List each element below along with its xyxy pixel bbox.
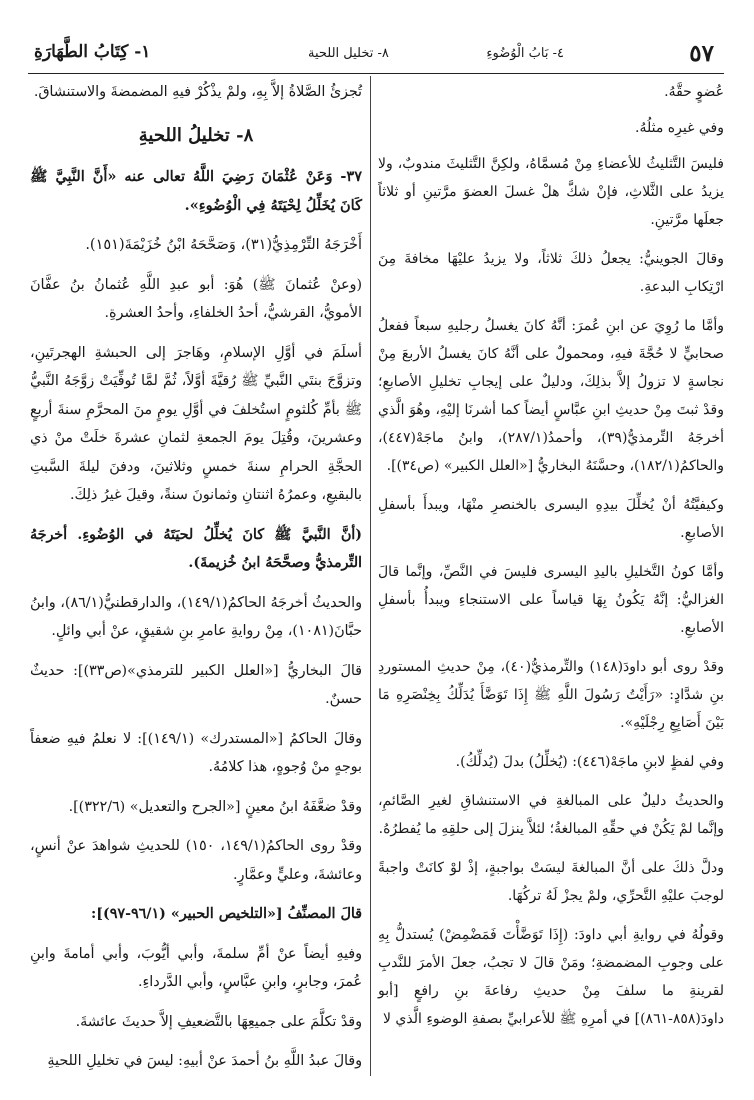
- section-title: ٨- تخليلُ اللحيةِ: [138, 124, 254, 146]
- paragraph: عُضوٍ حقَّهُ.: [664, 84, 724, 100]
- header-rule: [28, 73, 724, 74]
- paragraph: وقالَ الجوينيُّ: يجعلُ ذلكَ ثلاثاً، ولا يزيدُ عليْهَا مخافةَ مِنَ ارْتِكابِ البدعةِ.: [378, 251, 724, 295]
- paragraph: وفيهِ أيضاً عنْ أمِّ سلمةَ، وأبي أيُّوبَ، وأبي أمامةَ وابنِ عُمرَ، وجابرٍ، وابنِ عبَّاسٍ، وأبي الدَّرداءِ.: [30, 945, 362, 990]
- paragraph: والحديثُ أخرجَهُ الحاكمُ(١٤٩/١)، والدارقطنيُّ(٨٦/١)، وابنُ حبَّانَ(١٠٨١)، مِنْ روايةِ عامرِ بنِ شقيقٍ، عنْ أبي وائلٍ.: [30, 594, 362, 639]
- paragraph: وأمَّا ما رُوِيَ عن ابنِ عُمرَ: أنَّهُ كانَ يغسلُ رجليهِ سبعاً ففعلُ صحابيٍّ لا حُجَّةَ فيهِ، ومحمولٌ على أنَّهُ كانَ يغسلُ الأربعَ مِنْ نجاسةٍ لا تزولُ إلاَّ بذلِكَ، ودليلٌ على إيجابِ تخليلِ الأصابعِ؛ وقدْ ثبتَ مِنْ حديثِ ابنِ عبَّاسٍ أيضاً كما أشرنَا إليْهِ، وهُوَ الَّذي أخرجَهُ التِّرمذيُّ(٣٩)، وأحمدُ(٢٨٧/١)، وابنُ ماجَهْ(٤٤٧)، والحاكمُ(١٨٢/١)، وحسَّنَهُ البخاريُّ [«العلل الكبير» (ص٣٤)].: [378, 318, 724, 474]
- paragraph: وقدْ ضعَّفَهُ ابنُ معينٍ [«الجرح والتعديل» (٣٢٢/٦)].: [68, 798, 362, 815]
- paragraph: أسلَمَ في أوَّلِ الإسلامِ، وهَاجرَ إلى الحبشةِ الهجرتَينِ، وتزوَّجَ بنتَي النَّبيِّ ﷺ رُقيَّةَ أوَّلاً، ثُمَّ لمَّا تُوفِّيَتْ زوَّجَهُ النَّبيُّ ﷺ بأمِّ كُلثومٍ استُخلفَ في أوَّلِ يومٍ منَ المحرَّمِ سنةَ أربعٍ وعشرينَ، وقُتِلَ يومَ الجمعةِ لثمانِ عشرةَ خلَتْ منْ ذي الحجَّةِ الحرامِ سنةَ خمسٍ وثلاثينَ، ودفنَ ليلةَ السَّبتِ بالبقيعِ، وعمرُهُ اثنتانِ وثمانونَ سنةً، وقيلَ غيرُ ذلِكَ.: [30, 344, 362, 503]
- paragraph: قالَ البخاريُّ [«العلل الكبير للترمذي»(ص٣٣)]: حديثٌ حسنٌ.: [30, 662, 362, 707]
- paragraph: وفي لفظٍ لابنِ ماجَهْ(٤٤٦): (يُخلِّلُ) بدلَ (يُدلِّكُ).: [455, 754, 724, 770]
- paragraph: وقالَ عبدُ اللَّهِ بنُ أحمدَ عنْ أبيهِ: ليسَ في تخليلِ اللحيةِ: [47, 1053, 362, 1069]
- paragraph: والحديثُ دليلٌ على المبالغةِ في الاستنشاقِ لغيرِ الصَّائمِ، وإنَّما لمْ يَكُنْ في حقِّهِ المبالغةُ؛ لئلاَّ ينزلَ إلى حلقِهِ ما يُفطرُهُ.: [378, 793, 724, 837]
- paragraph: وقدْ تكلَّمَ على جميعِهَا بالتَّضعيفِ إلاَّ حديثَ عائشةَ.: [75, 1013, 362, 1030]
- page-number: ٥٧: [689, 40, 714, 67]
- paragraph: وقدْ روى الحاكمُ(١٤٩/١، ١٥٠) للحديثِ شواهدَ عنْ أنسٍ، وعائشةَ، وعليٍّ وعمَّارٍ.: [30, 838, 362, 883]
- paragraph: تُجزئُ الصَّلاةُ إلاَّ بِهِ، ولمْ يذْكُرْ فيهِ المضمضةَ والاستنشاقَ.: [33, 84, 362, 100]
- left-column: [30, 78, 362, 1087]
- paragraph: فليسَ التَّثليثُ للأعضاءِ مِنْ مُسمَّاهُ، ولكِنَّ التَّثليثَ مندوبٌ، ولا يزيدُ على الثَّلاثِ، فإنْ شكَّ هلْ غسلَ العضوَ مرَّتينِ أو ثلاثاً جعلَها مرَّتينِ.: [378, 156, 724, 228]
- column-divider: [370, 76, 371, 1076]
- paragraph: وقولُهُ في روايةِ أبي داودَ: (إِذَا تَوَضَّأْتَ فَمَضْمِضْ) يُستدلُّ بِهِ على وجوبِ المضمضةِ؛ ومَنْ قالَ لا تجبُ، جعلَ الأمرَ للنَّدبِ لقرينةِ ما سلفَ مِنْ حديثِ رفاعةَ بنِ رافعٍ [أبو داودَ(٨٥٨-٨٦١)] في أمرِهِ ﷺ للأعرابيِّ بصفةِ الوضوءِ الَّذي لا: [378, 927, 724, 1027]
- paragraph: وفي غيرِه مثلُهُ.: [635, 120, 724, 136]
- right-column: [378, 78, 724, 1044]
- paragraph: وقالَ الحاكمُ [«المستدرك» (١٤٩/١)]: لا نعلمُ فيهِ ضعفاً بوجهٍ منْ وُجوهٍ، هذا كلامُهُ.: [30, 730, 362, 775]
- paragraph: وقدْ روى أبو داودَ(١٤٨) والتِّرمذيُّ(٤٠)، مِنْ حديثِ المستوردِ بنِ شدَّادٍ: «رَأَيْتُ رَسُولَ اللَّهِ ﷺ إِذَا تَوَضَّأَ يُدَلِّكُ بِخِنْصَرِهِ مَا بَيْنَ أَصَابِعِ رِجْلَيْهِ».: [378, 659, 725, 731]
- paragraph: ودلَّ ذلكَ على أنَّ المبالغةَ ليسَتْ بواجبةٍ، إذْ لوْ كانَتْ واجبةً لوجبَ عليْهِ التَّحرِّي، ولمْ يجزْ لَهُ تركُهَا.: [378, 860, 724, 904]
- paragraph: قالَ المصنِّفُ [«التلخيص الحبير» (٩٦/١-٩٧)]:: [91, 906, 362, 922]
- running-header: [28, 38, 724, 74]
- header-section: ٨- تخليل اللحية: [308, 46, 389, 61]
- header-book: ١- كِتَابُ الطَّهَارَةِ: [34, 42, 151, 62]
- header-chapter: ٤- بَابُ الْوُضُوءِ: [486, 46, 564, 61]
- paragraph: (وعنْ عُثمانَ ﷺ) هُوَ: أبو عبدِ اللَّهِ عُثمانُ بنُ عفَّانَ الأمويُّ، القرشيُّ، أحدُ الخلفاءِ، وأحدُ العشرةِ.: [30, 276, 362, 321]
- paragraph: (أنَّ النَّبيَّ ﷺ كانَ يُخلِّلُ لحيَتَهُ في الوُضُوءِ. أخرجَهُ التِّرمذيُّ وصحَّحَهُ ابنُ خُزيمةَ).: [30, 526, 362, 571]
- hadith-takhrij: أَخْرَجَهُ التِّرْمِذِيُّ(٣١)، وَصَحَّحَهُ ابْنُ خُزَيْمَةَ(١٥١).: [85, 236, 362, 253]
- hadith-text: ٣٧- وَعَنْ عُثْمَانَ رَضِيَ اللَّهُ تعالى عنه «أَنَّ النَّبِيَّ ﷺ كَانَ يُخَلِّلُ لِحْيَتَهُ فِي الْوُضُوءِ».: [30, 167, 362, 214]
- paragraph: وأمَّا كونُ التَّخليلِ باليدِ اليسرى فليسَ في النَّصِّ، وإنَّما قالَ الغزاليُّ: إنَّهُ يَكُونُ بِهَا قياساً على الاستنجاءِ ويبدأُ بأسفلِ الأصابعِ.: [378, 564, 724, 636]
- paragraph: وكيفيَّتُهُ أنْ يُخلِّلَ بيدِهِ اليسرى بالخنصرِ منْهَا، ويبدأَ بأسفلِ الأصابعِ.: [378, 497, 724, 541]
